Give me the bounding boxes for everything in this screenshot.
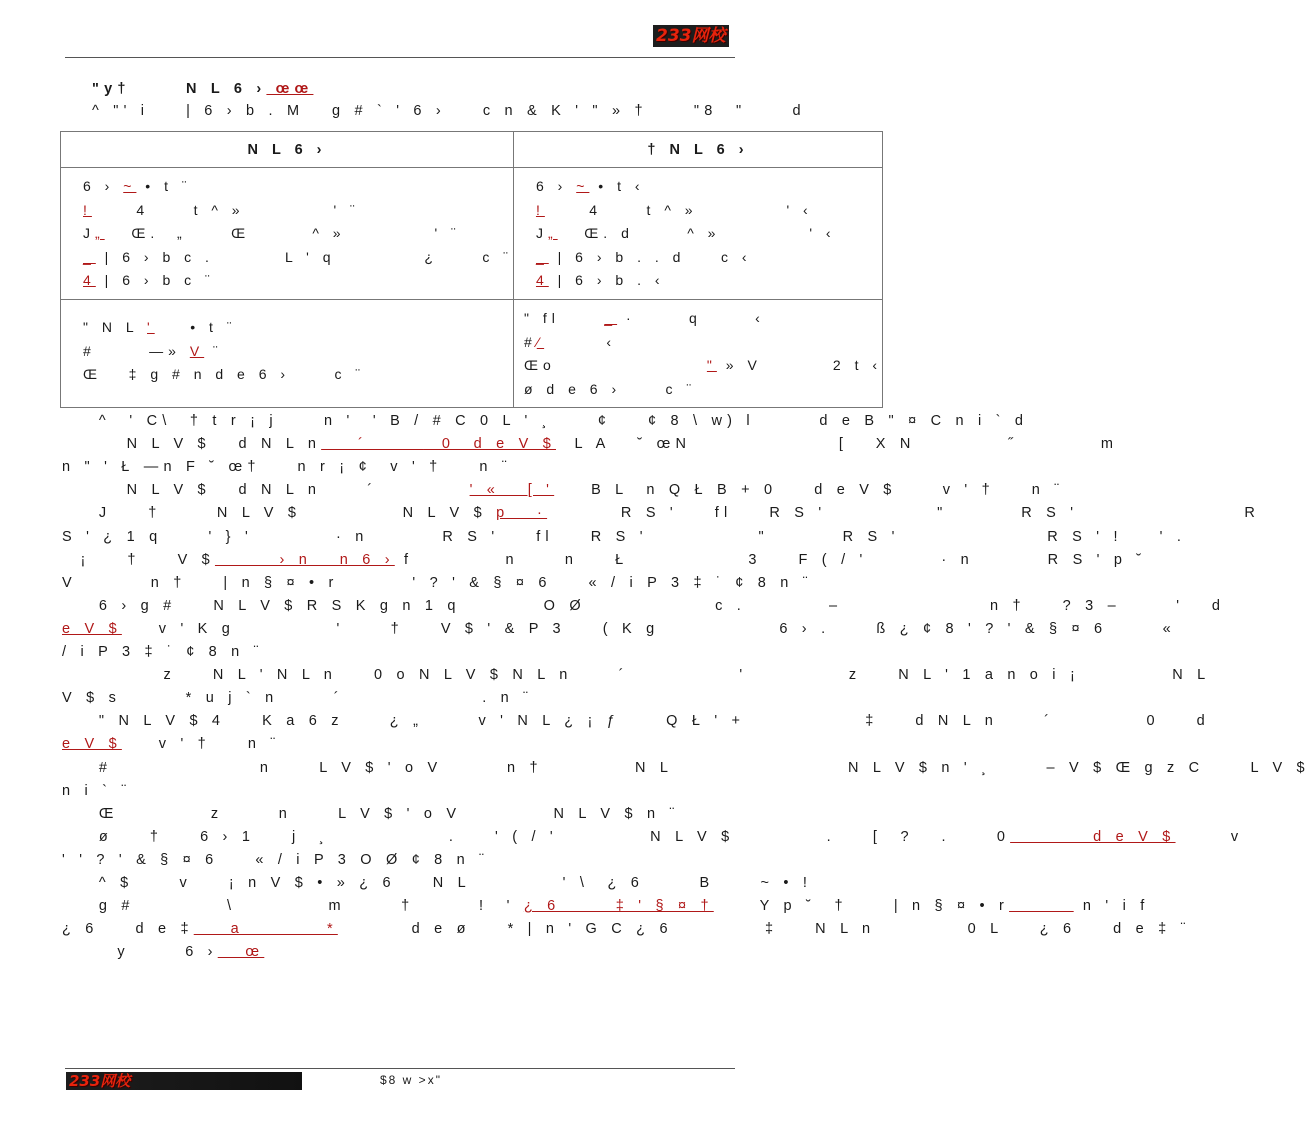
body-line xyxy=(62,688,533,708)
table-cell xyxy=(513,299,882,407)
cell-line xyxy=(83,340,513,364)
body-text-run: B L n Q Ł B + 0 d e V $ v ' † n ¨ xyxy=(554,482,1065,499)
body-text-run: L A ˘ œN [ X N ˝ m xyxy=(555,436,1119,453)
cell-lines xyxy=(514,168,882,299)
inline-link[interactable] xyxy=(1009,898,1074,914)
table-header-cell: N L 6 › xyxy=(61,132,514,168)
cell-line xyxy=(83,199,513,223)
cell-line xyxy=(536,222,882,246)
section-heading xyxy=(92,79,313,99)
inline-link[interactable]: e V $ xyxy=(62,736,122,753)
body-text-run: v ' K g ' † V $ ' & P 3 ( K g 6 › . ß ¿ ¢ 8 ' ? ' & § ¤ 6 « xyxy=(121,620,1176,637)
cell-text: • t ¨ xyxy=(154,318,237,335)
body-text-run: Y p ˘ † | n § ¤ • r xyxy=(713,898,1010,915)
cell-text: ‹ xyxy=(544,333,616,350)
body-line xyxy=(62,550,1146,570)
body-line xyxy=(62,711,1210,731)
cell-link[interactable]: _ xyxy=(604,309,618,326)
body-line xyxy=(62,665,1210,685)
cell-line xyxy=(524,354,882,378)
cell-line xyxy=(83,363,513,387)
cell-text: 6 › xyxy=(83,178,124,194)
inline-link[interactable]: 0 d e V $ xyxy=(423,436,556,453)
page-number: $8 w >x" xyxy=(380,1073,442,1087)
cell-link[interactable]: " xyxy=(706,357,717,374)
heading-link[interactable]: œœ xyxy=(266,81,314,97)
cell-text: Œo xyxy=(523,357,707,374)
inline-link[interactable]: d e V $ xyxy=(1010,828,1176,845)
table-row xyxy=(61,299,883,407)
body-text-run: n i ` ¨ xyxy=(62,782,132,799)
inline-link[interactable]: ´ xyxy=(321,436,424,453)
body-text-run: N L V $ d N L n xyxy=(62,436,322,453)
cell-lines xyxy=(61,300,513,393)
body-text-run: " N L V $ 4 K a 6 z ¿ „ v ' N L ¿ ¡ ƒ Q Ł ' + ‡ d N L n ´ 0 d xyxy=(62,713,1210,730)
table-cell xyxy=(61,168,514,300)
cell-text: # —» xyxy=(83,342,190,359)
cell-line xyxy=(536,175,882,199)
cell-link[interactable]: _ xyxy=(83,248,96,265)
body-text-run: f n n Ł 3 F ( / ' · n R S ' p ˘ xyxy=(394,551,1147,568)
body-text-run: v ' † n ¨ xyxy=(121,736,281,753)
body-text-run: y 6 › xyxy=(62,944,218,961)
cell-link[interactable]: ! xyxy=(83,201,92,218)
cell-text: 4 t ^ » ' ¨ xyxy=(91,201,360,218)
brand-logo: 233网校 xyxy=(653,25,729,47)
inline-link[interactable]: ¿ 6 ‡ ' § ¤ † xyxy=(523,898,714,915)
body-line xyxy=(62,573,813,593)
cell-line xyxy=(83,269,513,293)
body-text-run: N L V $ d N L n ´ xyxy=(62,482,470,499)
body-line xyxy=(62,480,1064,500)
body-line xyxy=(62,734,280,754)
body-text-run: n " ' Ł —n F ˘ œ† n r ¡ ¢ v ' † n ¨ xyxy=(62,459,512,476)
cell-text: ¨ xyxy=(204,342,223,359)
body-text-run: V $ s * u j ` n ´ . n ¨ xyxy=(62,690,534,707)
body-line xyxy=(62,781,131,801)
cell-link[interactable]: 4 xyxy=(535,272,549,289)
cell-text: # xyxy=(523,333,537,350)
cell-text: » V 2 t ‹ xyxy=(716,357,883,374)
cell-link[interactable]: 4 xyxy=(83,272,96,289)
cell-link[interactable]: „ xyxy=(95,225,105,242)
cell-text: J xyxy=(83,225,95,242)
body-text-run: ^ ' C\ † t r ¡ j n ' ' B / # C 0 L ' ¸ ¢ ¢ 8 \ w) l d e B " ¤ C n i ` d xyxy=(62,413,1029,429)
body-line xyxy=(62,942,264,962)
cell-text: · q ‹ xyxy=(617,309,765,326)
body-line xyxy=(62,827,1243,847)
cell-text: J xyxy=(535,225,548,242)
table-header-row xyxy=(61,132,883,168)
body-line xyxy=(62,758,1310,778)
inline-link[interactable]: p · xyxy=(496,505,548,522)
header-divider xyxy=(65,57,735,58)
body-text-run: V n † | n § ¤ • r ' ? ' & § ¤ 6 « / i P 3 ‡ ˙ ¢ 8 n ¨ xyxy=(62,574,813,591)
inline-link[interactable]: a * xyxy=(193,921,338,938)
body-text-run: R S ' fl R S ' " R S ' R xyxy=(547,505,1261,522)
body-line xyxy=(62,619,1176,639)
cell-line xyxy=(536,246,882,270)
body-text-run: Œ z n L V $ ' o V N L V $ n ¨ xyxy=(62,805,680,822)
body-line xyxy=(62,434,1118,454)
cell-line xyxy=(536,199,882,223)
cell-text: 4 t ^ » ' ‹ xyxy=(544,201,813,218)
body-line xyxy=(62,873,812,893)
body-line xyxy=(62,919,1191,939)
body-line xyxy=(62,642,264,662)
cell-text: ø d e 6 › c ¨ xyxy=(523,380,697,397)
cell-text: | 6 › b . . d c ‹ xyxy=(548,248,752,265)
cell-link[interactable]: ~ xyxy=(576,178,590,194)
body-text-run: ¡ † V $ xyxy=(62,551,215,568)
cell-text: | 6 › b c ¨ xyxy=(95,272,215,289)
cell-text: • t ‹ xyxy=(589,178,645,194)
table-cell xyxy=(513,168,882,300)
cell-line xyxy=(524,331,882,355)
body-line xyxy=(62,896,1149,916)
body-line xyxy=(62,457,512,477)
cell-link[interactable]: _ xyxy=(535,248,549,265)
inline-link[interactable]: e V $ xyxy=(62,620,122,637)
cell-text: Œ. „ Œ ^ » ' ¨ xyxy=(104,225,461,242)
body-line xyxy=(62,411,1028,431)
comparison-table xyxy=(60,131,883,408)
body-text-run: 6 › g # N L V $ R S K g n 1 q O Ø c . – n † ? 3 – ' d xyxy=(62,597,1226,614)
footer-divider xyxy=(65,1068,735,1069)
table-header-cell: † N L 6 › xyxy=(513,132,882,168)
heading-text: "y† N L 6 › xyxy=(92,81,267,97)
body-line xyxy=(62,527,1186,547)
body-text-run: g # \ m † ! ' xyxy=(62,898,524,915)
body-text-run: ^ $ v ¡ n V $ • » ¿ 6 N L ' \ ¿ 6 B ~ • ! xyxy=(62,875,813,891)
cell-text: " fl xyxy=(523,309,605,326)
cell-line xyxy=(83,222,513,246)
intro-paragraph: ^ "' i | 6 › b . M g # ` ' 6 › c n & K ' " » † "8 " d xyxy=(92,103,806,119)
cell-link[interactable]: ' xyxy=(147,318,155,335)
cell-text: | 6 › b . ‹ xyxy=(548,272,665,289)
body-text-run: S ' ¿ 1 q ' } ' · n R S ' fl R S ' " R S ' R S ' ! ' . xyxy=(62,528,1187,545)
body-text-run: d e ø * | n ' G C ¿ 6 ‡ N L n 0 L ¿ 6 d e ‡ ¨ xyxy=(337,921,1191,938)
footer-logo: 233网校 xyxy=(66,1072,302,1090)
body-text-run: v xyxy=(1175,828,1244,845)
cell-line xyxy=(524,307,882,331)
body-line xyxy=(62,804,680,824)
cell-text: | 6 › b c . L ' q ¿ c ¨ xyxy=(95,248,513,265)
cell-text: • t ¨ xyxy=(136,178,192,194)
body-line xyxy=(62,503,1260,523)
cell-link[interactable]: ! xyxy=(535,201,545,218)
cell-link[interactable]: ⁄ xyxy=(536,333,545,350)
cell-line xyxy=(536,269,882,293)
body-text-run: J † N L V $ N L V $ xyxy=(62,505,497,522)
cell-link[interactable]: „ xyxy=(547,225,558,242)
cell-link[interactable]: V xyxy=(189,342,205,359)
cell-text: Œ. d ^ » ' ‹ xyxy=(557,225,836,242)
cell-line xyxy=(83,175,513,199)
cell-link[interactable]: ~ xyxy=(123,178,137,194)
body-text-run: ø † 6 › 1 j ¸ . ' ( / ' N L V $ . [ ? . 0 xyxy=(62,828,1011,845)
body-text-run: n ' i f xyxy=(1073,898,1150,915)
inline-link[interactable]: œ xyxy=(217,944,265,961)
body-text-run: ' ' ? ' & § ¤ 6 « / i P 3 O Ø ¢ 8 n ¨ xyxy=(62,851,490,868)
cell-lines xyxy=(61,168,513,299)
cell-text: " N L xyxy=(83,318,148,335)
body-line xyxy=(62,596,1225,616)
inline-link[interactable]: ' « [ ' xyxy=(469,482,555,499)
body-text-run: z N L ' N L n 0 o N L V $ N L n ´ ' z N L ' 1 a n o i ¡ N L xyxy=(62,667,1211,684)
body-text-run: ¿ 6 d e ‡ xyxy=(62,921,194,938)
body-line xyxy=(62,850,489,870)
body-text-run: / i P 3 ‡ ˙ ¢ 8 n ¨ xyxy=(62,644,264,660)
cell-line xyxy=(83,316,513,340)
table-cell xyxy=(61,299,514,407)
table-row xyxy=(61,168,883,300)
cell-text: 6 › xyxy=(535,178,577,194)
cell-lines xyxy=(514,300,882,407)
cell-text: Œ ‡ g # n d e 6 › c ¨ xyxy=(83,366,366,383)
body-text-run: # n L V $ ' o V n † N L N L V $ n ' ¸ – V $ Œ g z C L V $ xyxy=(62,759,1310,776)
inline-link[interactable]: › n n 6 › xyxy=(214,551,395,568)
cell-line xyxy=(524,378,882,402)
cell-line xyxy=(83,246,513,270)
